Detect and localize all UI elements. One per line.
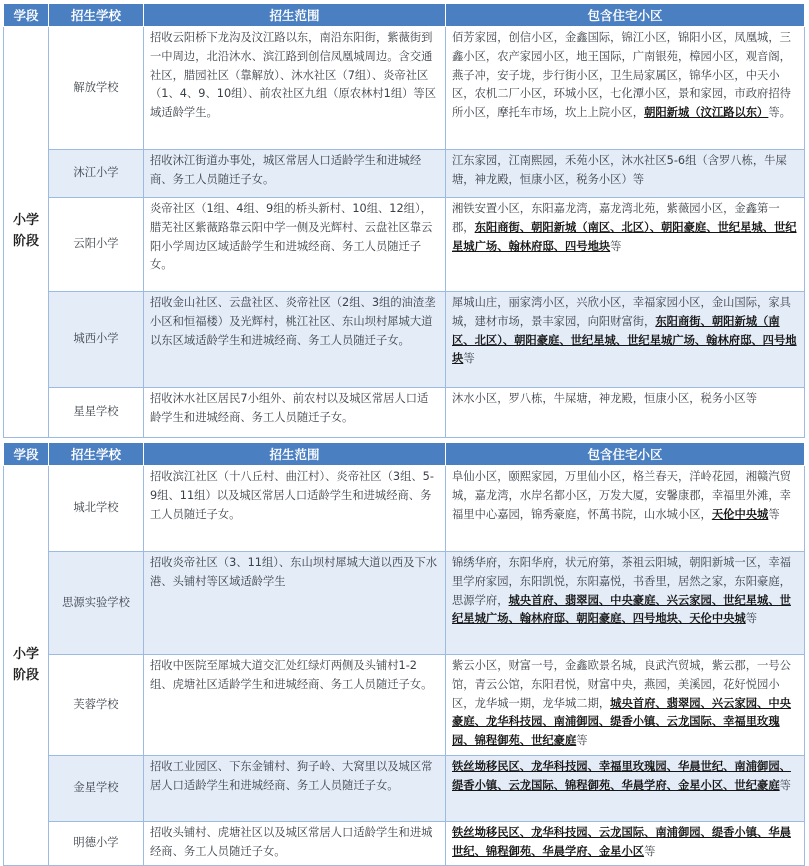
range-cell: 招收沐水社区居民7小组外、前农村以及城区常居人口适龄学生和进城经商、务工人员随迁子女。 xyxy=(144,388,446,438)
school-cell: 城北学校 xyxy=(49,466,144,552)
stage-cell: 小学 阶段 xyxy=(4,27,49,438)
range-cell: 招收云阳桥下龙沟及汶江路以东，南沿东阳街，紫薇街到一中周边，北沿沐水、滨江路到创信凤凰城周边。含交通社区，腊园社区（靠解放）、沐水社区（7组）、炎帝社区（1、4、9、10组）、前农社区九组（原农林村1组）等区域适龄学生。 xyxy=(144,27,446,150)
range-cell: 招收中医院至犀城大道交汇处红绿灯两侧及头铺村1-2组、虎塘社区适龄学生和进城经商、务工人员随迁子女。 xyxy=(144,655,446,756)
table-row xyxy=(4,198,805,292)
header-school: 招生学校 xyxy=(49,4,144,27)
housing-cell: 锦绣华府，东阳华府，状元府第，茶祖云阳城，朝阳新城一区，幸福里学府家园，东阳凯悦，东阳嘉悦，书香里，居然之家，东阳豪庭，思源学府，城央首府、翡翠园、中央豪庭、兴云家园、世纪星城、世纪星城广场、翰林府邸、朝阳豪庭、四号地块、天伦中央城等 xyxy=(446,552,805,655)
housing-cell: 铁丝坳移民区、龙华科技园、云龙国际、南浦御园、缇香小镇、华晨世纪、锦程御苑、华晨学府、金星小区等 xyxy=(446,822,805,866)
housing-cell: 犀城山庄，丽家湾小区，兴欣小区，幸福家园小区，金山国际，家具城，建材市场，景丰家园，向阳财富街，东阳商街、朝阳新城（南区、北区）、朝阳豪庭、世纪星城、世纪星城广场、翰林府邸、四号地块等 xyxy=(446,292,805,388)
header-school: 招生学校 xyxy=(49,443,144,466)
marked-housing: 城央首府、翡翠园、中央豪庭、兴云家园、世纪星城、世纪星城广场、翰林府邸、朝阳豪庭、四号地块、天伦中央城 xyxy=(452,593,791,626)
range-cell: 招收金山社区、云盘社区、炎帝社区（2组、3组的油渣垄小区和恒福楼）及光辉村，桃江社区、东山坝村犀城大道以东区域适龄学生和进城经商、务工人员随迁子女。 xyxy=(144,292,446,388)
school-cell: 思源实验学校 xyxy=(49,552,144,655)
header-row xyxy=(4,4,805,27)
table-row xyxy=(4,552,805,655)
enrollment-table-2 xyxy=(3,442,805,866)
header-housing: 包含住宅小区 xyxy=(446,4,805,27)
marked-housing: 城央首府、翡翠园、兴云家园、中央豪庭、龙华科技园、南浦御园、缇香小镇、云龙国际、幸福里玫瑰园、锦程御苑、世纪豪庭 xyxy=(452,696,791,747)
header-stage: 学段 xyxy=(4,443,49,466)
housing-cell: 江东家园，江南熙园，禾苑小区，沐水社区5-6组（含罗八栋，牛屎塘，神龙殿，恒康小区，税务小区）等 xyxy=(446,150,805,198)
stage-cell: 小学 阶段 xyxy=(4,466,49,866)
housing-cell: 铁丝坳移民区、龙华科技园、幸福里玫瑰园、华晨世纪、南浦御园、缇香小镇、云龙国际、锦程御苑、华晨学府、金星小区、世纪豪庭等 xyxy=(446,756,805,822)
housing-cell: 阜仙小区，颐熙家园，万里仙小区，格兰春天，洋岭花园，湘赣汽贸城，嘉龙湾，水岸名都小区，万发大厦，安馨康郡，幸福里外滩，幸福里中心嘉园，锦秀豪庭，怀萬书院，山水城小区，天伦中央城等 xyxy=(446,466,805,552)
marked-housing: 东阳商街、朝阳新城（南区、北区）、朝阳豪庭、世纪星城、世纪星城广场、翰林府邸、四号地块 xyxy=(452,314,797,366)
marked-housing: 朝阳新城（汶江路以东） xyxy=(644,106,769,119)
school-cell: 沐江小学 xyxy=(49,150,144,198)
school-cell: 云阳小学 xyxy=(49,198,144,292)
housing-cell: 佰芳家园，创信小区，金鑫国际，锦江小区，锦阳小区，凤凰城，三鑫小区，农产家园小区，地王国际，广南银苑，樟园小区，观音阁，燕子冲，安子垅，步行街小区，卫生局家属区，锦华小区，中天小区，农机二厂小区，环城小区，七化潭小区，景和家园，市政府招待所小区，摩托车市场，坎上上院小区，朝阳新城（汶江路以东）等。 xyxy=(446,27,805,150)
header-stage: 学段 xyxy=(4,4,49,27)
header-range: 招生范围 xyxy=(144,443,446,466)
range-cell: 招收工业园区、下东金铺村、狗子岭、大窝里以及城区常居人口适龄学生和进城经商、务工人员随迁子女。 xyxy=(144,756,446,822)
school-cell: 解放学校 xyxy=(49,27,144,150)
housing-cell: 湘铁安置小区，东阳嘉龙湾，嘉龙湾北苑，紫薇园小区，金鑫第一郡，东阳商街、朝阳新城（南区、北区）、朝阳豪庭、世纪星城、世纪星城广场、翰林府邸、四号地块等 xyxy=(446,198,805,292)
enrollment-table-1 xyxy=(3,3,805,438)
marked-housing: 东阳商街、朝阳新城（南区、北区）、朝阳豪庭、世纪星城、世纪星城广场、翰林府邸、四号地块 xyxy=(452,220,797,253)
table-row xyxy=(4,27,805,150)
marked-housing: 天伦中央城 xyxy=(711,507,769,521)
table-row xyxy=(4,466,805,552)
header-range: 招生范围 xyxy=(144,4,446,27)
range-cell: 招收头铺村、虎塘社区以及城区常居人口适龄学生和进城经商、务工人员随迁子女。 xyxy=(144,822,446,866)
school-cell: 金星学校 xyxy=(49,756,144,822)
housing-cell: 紫云小区，财富一号，金鑫欧景名城，良武汽贸城，紫云郡，一号公馆，青云公馆，东阳君悦，财富中央，燕园，美溪园，花好悦园小区，龙华城一期，龙华城二期，城央首府、翡翠园、兴云家园、中央豪庭、龙华科技园、南浦御园、缇香小镇、云龙国际、幸福里玫瑰园、锦程御苑、世纪豪庭等 xyxy=(446,655,805,756)
table-row xyxy=(4,655,805,756)
table-row xyxy=(4,756,805,822)
table-row xyxy=(4,822,805,866)
range-cell: 招收沐江街道办事处，城区常居人口适龄学生和进城经商、务工人员随迁子女。 xyxy=(144,150,446,198)
table-row xyxy=(4,388,805,438)
table-row xyxy=(4,150,805,198)
housing-cell: 沐水小区，罗八栋，牛屎塘，神龙殿，恒康小区，税务小区等 xyxy=(446,388,805,438)
header-row xyxy=(4,443,805,466)
school-cell: 芙蓉学校 xyxy=(49,655,144,756)
school-cell: 星星学校 xyxy=(49,388,144,438)
range-cell: 招收炎帝社区（3、11组）、东山坝村犀城大道以西及下水港、头铺村等区域适龄学生 xyxy=(144,552,446,655)
school-cell: 明德小学 xyxy=(49,822,144,866)
school-cell: 城西小学 xyxy=(49,292,144,388)
marked-housing: 铁丝坳移民区、龙华科技园、云龙国际、南浦御园、缇香小镇、华晨世纪、锦程御苑、华晨学府、金星小区 xyxy=(452,826,791,858)
range-cell: 招收滨江社区（十八丘村、曲江村）、炎帝社区（3组、5-9组、11组）以及城区常居人口适龄学生和进城经商、务工人员随迁子女。 xyxy=(144,466,446,552)
table-row xyxy=(4,292,805,388)
range-cell: 炎帝社区（1组、4组、9组的桥头新村、10组、12组），腊芜社区紫薇路靠云阳中学一侧及光辉村、云盘社区靠云阳小学周边区域适龄学生和进城经商、务工人员随迁子女。 xyxy=(144,198,446,292)
header-housing: 包含住宅小区 xyxy=(446,443,805,466)
marked-housing: 铁丝坳移民区、龙华科技园、幸福里玫瑰园、华晨世纪、南浦御园、缇香小镇、云龙国际、锦程御苑、华晨学府、金星小区、世纪豪庭 xyxy=(452,760,791,792)
